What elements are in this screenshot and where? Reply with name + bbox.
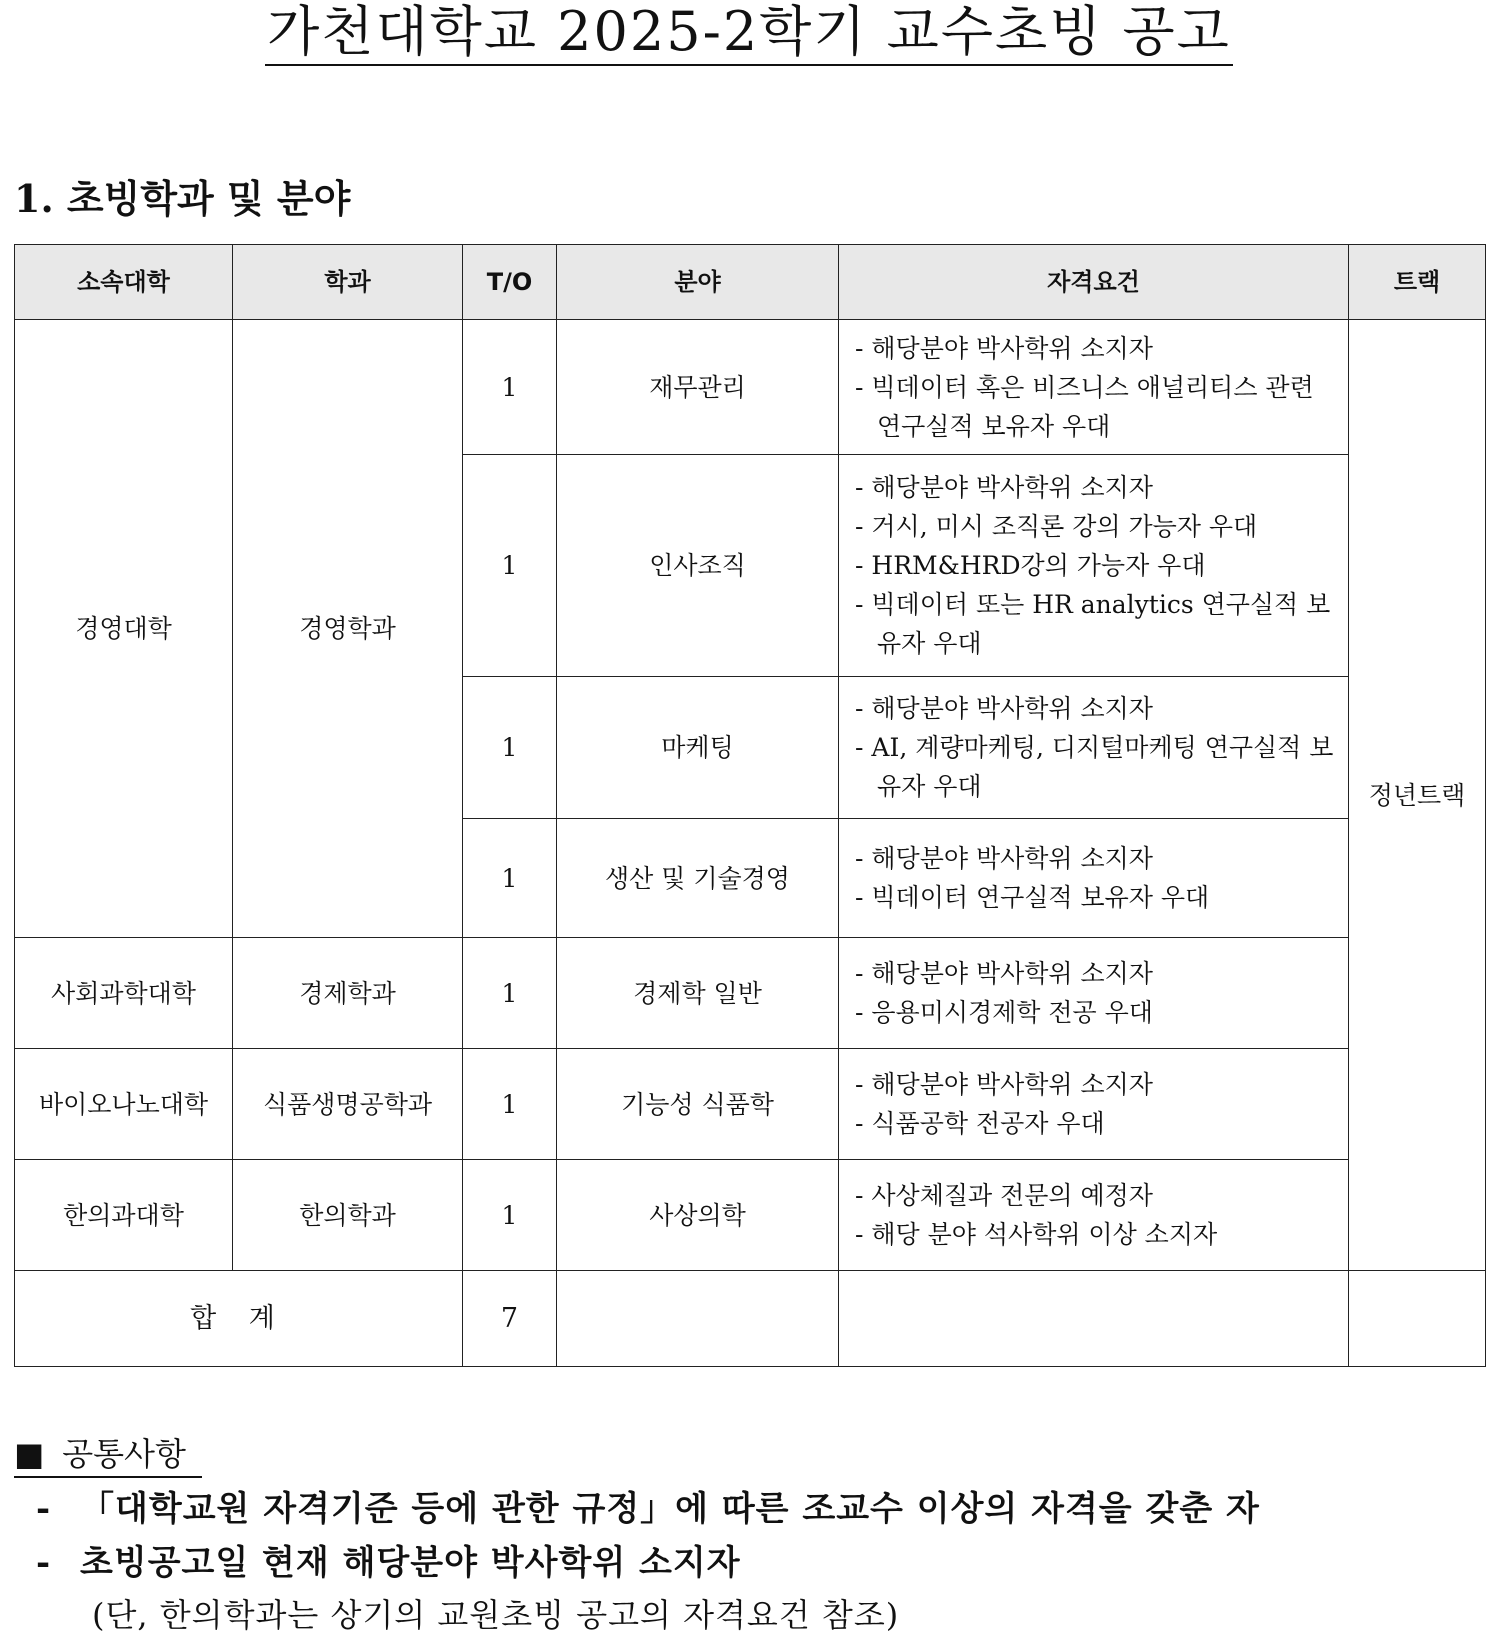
requirement-item: - 빅데이터 연구실적 보유자 우대: [855, 883, 1210, 912]
to-cell: 1: [463, 320, 557, 455]
field-cell: 인사조직: [557, 455, 839, 677]
requirement-item: - 해당분야 박사학위 소지자: [855, 694, 1153, 723]
college-cell: 바이오나노대학: [15, 1049, 233, 1160]
section-heading: 1. 초빙학과 및 분야: [14, 176, 351, 221]
header-track: 트랙: [1349, 245, 1486, 320]
total-row: [15, 1271, 1486, 1367]
total-empty-cell: [1349, 1271, 1486, 1367]
requirements-cell: [839, 1160, 1349, 1271]
department-cell: 경제학과: [233, 938, 463, 1049]
table-row: [15, 1160, 1486, 1271]
square-bullet-icon: ■: [14, 1435, 45, 1473]
header-requirements: 자격요건: [839, 245, 1349, 320]
total-empty-cell: [839, 1271, 1349, 1367]
field-cell: 재무관리: [557, 320, 839, 455]
requirement-item: - 빅데이터 혹은 비즈니스 애널리티스 관련 연구실적 보유자 우대: [855, 372, 1314, 441]
requirements-cell: [839, 455, 1349, 677]
college-cell: 한의과대학: [15, 1160, 233, 1271]
dash-bullet: -: [36, 1543, 52, 1583]
header-department: 학과: [233, 245, 463, 320]
total-label: 합 계: [15, 1271, 463, 1367]
department-cell: 한의학과: [233, 1160, 463, 1271]
field-cell: 생산 및 기술경영: [557, 819, 839, 938]
common-item-text: 초빙공고일 현재 해당분야 박사학위 소지자: [80, 1543, 741, 1583]
table-header-row: [15, 245, 1486, 320]
track-cell: 정년트랙: [1349, 320, 1486, 1271]
requirement-item: - 해당분야 박사학위 소지자: [855, 333, 1153, 363]
field-cell: 사상의학: [557, 1160, 839, 1271]
requirements-cell: [839, 1049, 1349, 1160]
common-item-text: 「대학교원 자격기준 등에 관한 규정」에 따른 조교수 이상의 자격을 갖춘 자: [80, 1489, 1260, 1529]
requirement-item: - HRM&HRD강의 가능자 우대: [855, 551, 1206, 580]
total-value: 7: [463, 1271, 557, 1367]
requirements-cell: [839, 320, 1349, 455]
requirements-cell: [839, 819, 1349, 938]
college-cell: 경영대학: [15, 320, 233, 938]
to-cell: 1: [463, 1049, 557, 1160]
table-row: [15, 938, 1486, 1049]
requirement-item: - 해당분야 박사학위 소지자: [855, 473, 1153, 502]
requirement-item: - 해당 분야 석사학위 이상 소지자: [855, 1220, 1218, 1249]
requirement-item: - 사상체질과 전문의 예정자: [855, 1181, 1153, 1210]
requirement-item: - 식품공학 전공자 우대: [855, 1109, 1105, 1138]
field-cell: 경제학 일반: [557, 938, 839, 1049]
common-section: [14, 1432, 1484, 1640]
requirement-item: - 빅데이터 또는 HR analytics 연구실적 보유자 우대: [855, 590, 1331, 658]
common-heading-text: 공통사항: [62, 1435, 186, 1473]
to-cell: 1: [463, 1160, 557, 1271]
requirement-item: - 해당분야 박사학위 소지자: [855, 1070, 1153, 1099]
requirement-item: - AI, 계량마케팅, 디지털마케팅 연구실적 보유자 우대: [855, 733, 1334, 801]
requirements-cell: [839, 677, 1349, 819]
dash-bullet: -: [36, 1489, 52, 1529]
requirement-item: - 거시, 미시 조직론 강의 가능자 우대: [855, 512, 1258, 541]
to-cell: 1: [463, 677, 557, 819]
college-cell: 사회과학대학: [15, 938, 233, 1049]
requirements-cell: [839, 938, 1349, 1049]
field-cell: 마케팅: [557, 677, 839, 819]
common-note: (단, 한의학과는 상기의 교원초빙 공고의 자격요건 참조): [92, 1596, 900, 1634]
department-cell: 경영학과: [233, 320, 463, 938]
requirement-item: - 해당분야 박사학위 소지자: [855, 959, 1153, 988]
requirement-item: - 해당분야 박사학위 소지자: [855, 844, 1153, 873]
header-college: 소속대학: [15, 245, 233, 320]
common-item: [14, 1536, 1484, 1590]
to-cell: 1: [463, 938, 557, 1049]
total-empty-cell: [557, 1271, 839, 1367]
common-heading: [14, 1432, 202, 1478]
to-cell: 1: [463, 455, 557, 677]
requirement-item: - 응용미시경제학 전공 우대: [855, 998, 1153, 1027]
common-list: [14, 1482, 1484, 1640]
table-row: [15, 320, 1486, 455]
header-to: T/O: [463, 245, 557, 320]
common-item: [14, 1482, 1484, 1536]
recruitment-table: [14, 244, 1486, 1367]
to-cell: 1: [463, 819, 557, 938]
table-row: [15, 1049, 1486, 1160]
field-cell: 기능성 식품학: [557, 1049, 839, 1160]
header-field: 분야: [557, 245, 839, 320]
title-wrap: [0, 2, 1498, 66]
page-title: 가천대학교 2025-2학기 교수초빙 공고: [265, 2, 1233, 66]
department-cell: 식품생명공학과: [233, 1049, 463, 1160]
